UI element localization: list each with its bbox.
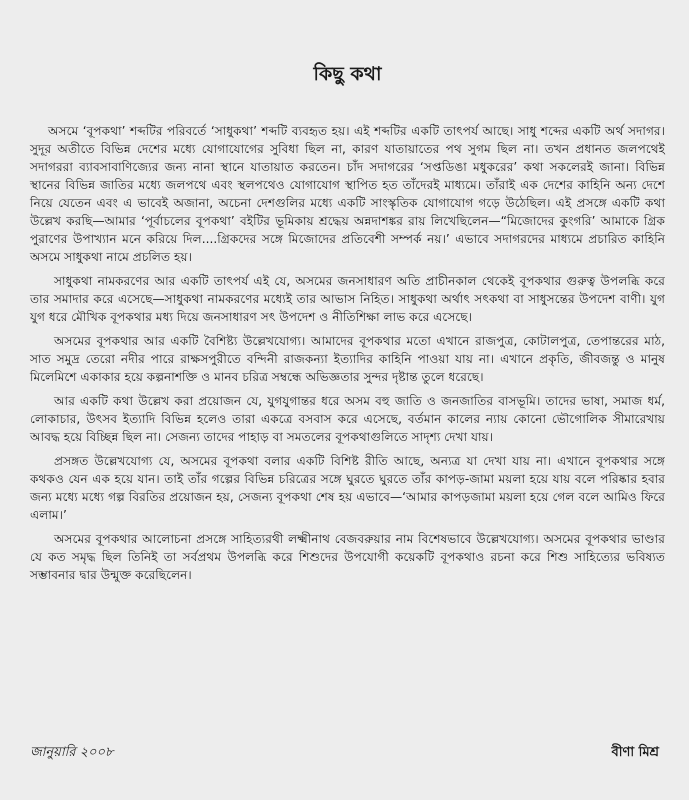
paragraph-6: অসমের বূপকথার আলোচনা প্রসঙ্গে সাহিত্যরথী লক্ষ্মীনাথ বেজবরুয়ার নাম বিশেষভাবে উল্লেখযোগ্য। অসমের বূপকথার ভাণ্ডার যে কত সমৃদ্ধ ছিল তিনিই তা সর্বপ্রথম উপলব্ধি করে শিশুদের উপযোগী কয়েকটি বূপকথাও রচনা করে শিশু সাহিত্যের ভবিষ্যত সম্ভাবনার দ্বার উন্মুক্ত করেছিলেন। [30,532,665,582]
paragraph-4: আর একটি কথা উল্লেখ করা প্রয়োজন যে, যুগযুগান্তর ধরে অসম বহু জাতি ও জনজাতির বাসভূমি। তাদের ভাষা, সমাজ ধর্ম, লোকাচার, উৎসব ইত্যাদি বিভিন্ন হলেও তারা একত্রে বসবাস করে এসেছে, বর্তমান কালের ন্যায় কোনো ভৌগোলিক সীমারেখায় আবদ্ধ হয়ে বিচ্ছিন্ন ছিল না। সেজন্য তাদের পাহাড় বা সমতলের বূপকথাগুলিতে সাদৃশ্য দেখা যায়। [30,394,665,444]
paragraph-2: সাধুকথা নামকরণের আর একটি তাৎপর্য এই যে, অসমের জনসাধারণ অতি প্রাচীনকাল থেকেই বূপকথার গুরুত্ব উপলব্ধি করে তার সমাদার করে এসেছে—সাধুকথা নামকরণের মধ্যেই তার আভাস নিহিত। সাধুকথা অর্থাৎ সৎকথা বা সাধুসন্তের উপদেশ বাণী। যুগ যুগ ধরে মৌখিক বূপকথার মধ্য দিয়ে জনসাধারণ সৎ উপদেশ ও নীতিশিক্ষা লাভ করে এসেছে। [30,274,665,324]
preface-body [30,122,665,584]
paragraph-3: অসমের বূপকথার আর একটি বৈশিষ্ট্য উল্লেখযোগ্য। আমাদের বূপকথার মতো এখানে রাজপুত্র, কোটালপুত্র, তেপান্তরের মাঠ, সাত সমুদ্র তেরো নদীর পারে রাক্ষসপুরীতে বন্দিনী রাজকন্যা ইত্যাদির কাহিনি পাওয়া যায় না। এখানে প্রকৃতি, জীবজন্তু ও মানুষ মিলেমিশে একাকার হয়ে কল্পনাশক্তি ও মানব চরিত্র সম্বন্ধে অভিজ্ঞতার সুন্দর দৃষ্টান্ত তুলে ধরেছে। [30,334,665,384]
paragraph-5: প্রসঙ্গত উল্লেখযোগ্য যে, অসমের বূপকথা বলার একটি বিশিষ্ট রীতি আছে, অন্যত্র যা দেখা যায় না। এখানে বূপকথার সঙ্গে কথকও যেন এক হয়ে যান। তাই তাঁর গল্পের বিভিন্ন চরিত্রের সঙ্গে ঘুরতে ঘুরতে তাঁর কাপড়-জামা ময়লা হয়ে যায় বলে পরিষ্কার হবার জন্য মধ্যে মধ্যে গল্প বিরতির প্রয়োজন হয়, সেজন্য বূপকথা শেষ হয় এভাবে—‘আমার কাপড়জামা ময়লা হয়ে গেল বলে আমিও ফিরে এলাম।’ [30,454,665,522]
page-title: কিছু কথা [313,63,382,85]
page-footer [30,743,659,764]
author-signature: বীণা মিশ্র [611,745,659,760]
date-line: জানুয়ারি ২০০৮ [30,745,114,760]
paragraph-1: অসমে ‘বূপকথা’ শব্দটির পরিবর্তে ‘সাধুকথা’ শব্দটি ব্যবহৃত হয়। এই শব্দটির একটি তাৎপর্য আছে। সাধু শব্দের একটি অর্থ সদাগর। সুদূর অতীতে বিভিন্ন দেশের মধ্যে যোগাযোগের সুবিধা ছিল না, কারণ যাতায়াতের পথ সুগম ছিল না। তখন প্রধানত জলপথেই সদাগররা ব্যাবসাবাণিজ্যের জন্য নানা স্থানে যাতায়াত করতেন। চাঁদ সদাগরের ‘সপ্তডিঙা মধুকরের’ কথা সকলেরই জানা। বিভিন্ন স্থানের বিভিন্ন জাতির মধ্যে জলপথে এবং স্থলপথেও যোগাযোগ স্থাপিত হত তাঁদেরই মাধ্যমে। তাঁরাই এক দেশের কাহিনি অন্য দেশে নিয়ে যেতেন এবং এ ভাবেই অজানা, অচেনা দেশগুলির মধ্যে একটি সাংস্কৃতিক যোগাযোগ গড়ে উঠেছিল। এই প্রসঙ্গে একটি কথা উল্লেখ করছি—আমার ‘পূর্বাচলের বূপকথা’ বইটির ভূমিকায় শ্রদ্ধেয় অন্নদাশঙ্কর রায় লিখেছিলেন—“মিজোদের কুংগরি’ আমাকে গ্রিক পুরাণের উপাখ্যান মনে করিয়ে দিল....গ্রিকদের সঙ্গে মিজোদের প্রতিবেশী সম্পর্ক নয়।’ এভাবে সদাগরদের মাধ্যমে প্রচারিত কাহিনি অসমে সাধুকথা নামে প্রচলিত হয়। [30,124,665,264]
